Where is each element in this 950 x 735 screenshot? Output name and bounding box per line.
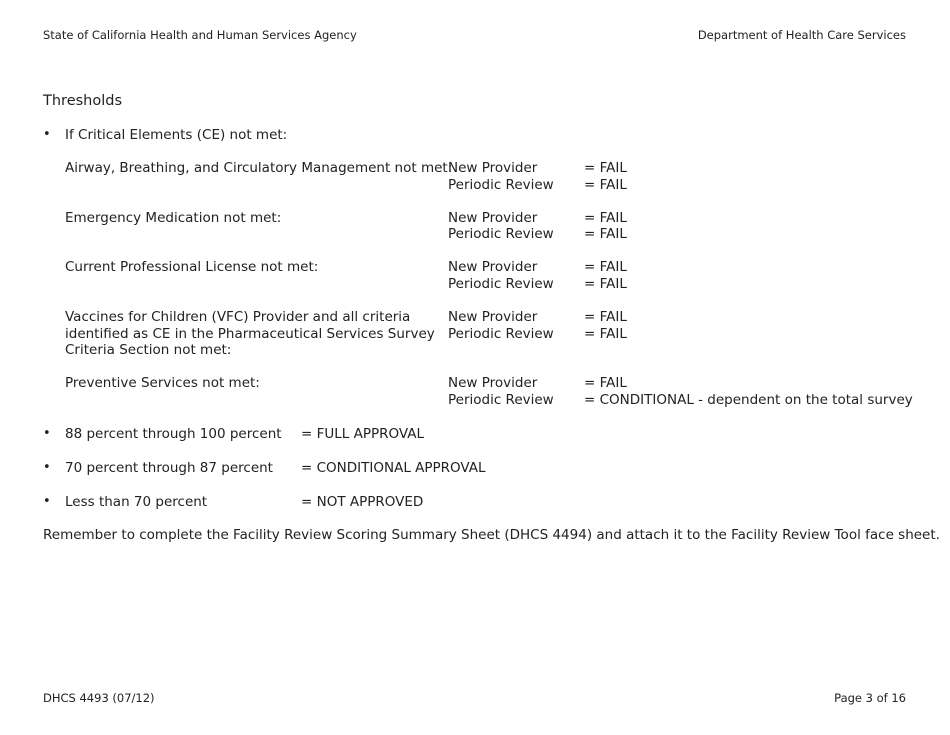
ce-item-result: = FAIL bbox=[584, 210, 627, 226]
ce-item-result: = FAIL bbox=[584, 375, 627, 391]
ce-bullet-text: If Critical Elements (CE) not met: bbox=[65, 127, 288, 143]
ce-item-result: = FAIL bbox=[584, 226, 627, 242]
ce-item-result: = FAIL bbox=[584, 160, 627, 176]
ce-item-reviewer: New Provider bbox=[448, 160, 538, 176]
ce-item-label: Airway, Breathing, and Circulatory Management not met: bbox=[65, 160, 453, 176]
footer-page-number: Page 3 of 16 bbox=[834, 691, 906, 705]
score-outcome: = CONDITIONAL APPROVAL bbox=[301, 460, 486, 476]
header-agency: State of California Health and Human Services Agency bbox=[43, 28, 357, 42]
ce-item-result: = FAIL bbox=[584, 177, 627, 193]
bullet-icon: • bbox=[43, 426, 51, 441]
ce-item-label: Vaccines for Children (VFC) Provider and all criteria bbox=[65, 309, 411, 325]
ce-item-reviewer: Periodic Review bbox=[448, 226, 554, 242]
ce-item-reviewer: Periodic Review bbox=[448, 392, 554, 408]
header-department: Department of Health Care Services bbox=[697, 28, 906, 42]
reminder-text: Remember to complete the Facility Review Scoring Summary Sheet (DHCS 4494) and attach it to the Facility Review Tool face sheet. bbox=[43, 527, 940, 543]
ce-item-label: Emergency Medication not met: bbox=[65, 210, 282, 226]
ce-item-reviewer: New Provider bbox=[448, 259, 538, 275]
score-outcome: = NOT APPROVED bbox=[301, 494, 424, 510]
section-title: Thresholds bbox=[43, 93, 123, 109]
score-range: Less than 70 percent bbox=[65, 494, 208, 510]
score-range: 70 percent through 87 percent bbox=[65, 460, 273, 476]
ce-item-reviewer: Periodic Review bbox=[448, 177, 554, 193]
bullet-icon: • bbox=[43, 460, 51, 475]
ce-item-label: identified as CE in the Pharmaceutical Services Survey bbox=[65, 326, 435, 342]
ce-item-reviewer: Periodic Review bbox=[448, 276, 554, 292]
ce-item-result: = FAIL bbox=[584, 259, 627, 275]
ce-item-result: = FAIL bbox=[584, 309, 627, 325]
ce-item-label: Criteria Section not met: bbox=[65, 342, 232, 358]
ce-item-label: Current Professional License not met: bbox=[65, 259, 319, 275]
score-outcome: = FULL APPROVAL bbox=[301, 426, 424, 442]
ce-item-reviewer: New Provider bbox=[448, 210, 538, 226]
bullet-icon: • bbox=[43, 127, 51, 142]
ce-item-label: Preventive Services not met: bbox=[65, 375, 260, 391]
ce-item-result: = FAIL bbox=[584, 276, 627, 292]
ce-item-result: = FAIL bbox=[584, 326, 627, 342]
score-range: 88 percent through 100 percent bbox=[65, 426, 282, 442]
ce-item-reviewer: Periodic Review bbox=[448, 326, 554, 342]
ce-item-reviewer: New Provider bbox=[448, 375, 538, 391]
ce-item-reviewer: New Provider bbox=[448, 309, 538, 325]
bullet-icon: • bbox=[43, 494, 51, 509]
ce-item-result: = CONDITIONAL - dependent on the total survey bbox=[584, 392, 913, 408]
footer-form-number: DHCS 4493 (07/12) bbox=[43, 691, 155, 705]
